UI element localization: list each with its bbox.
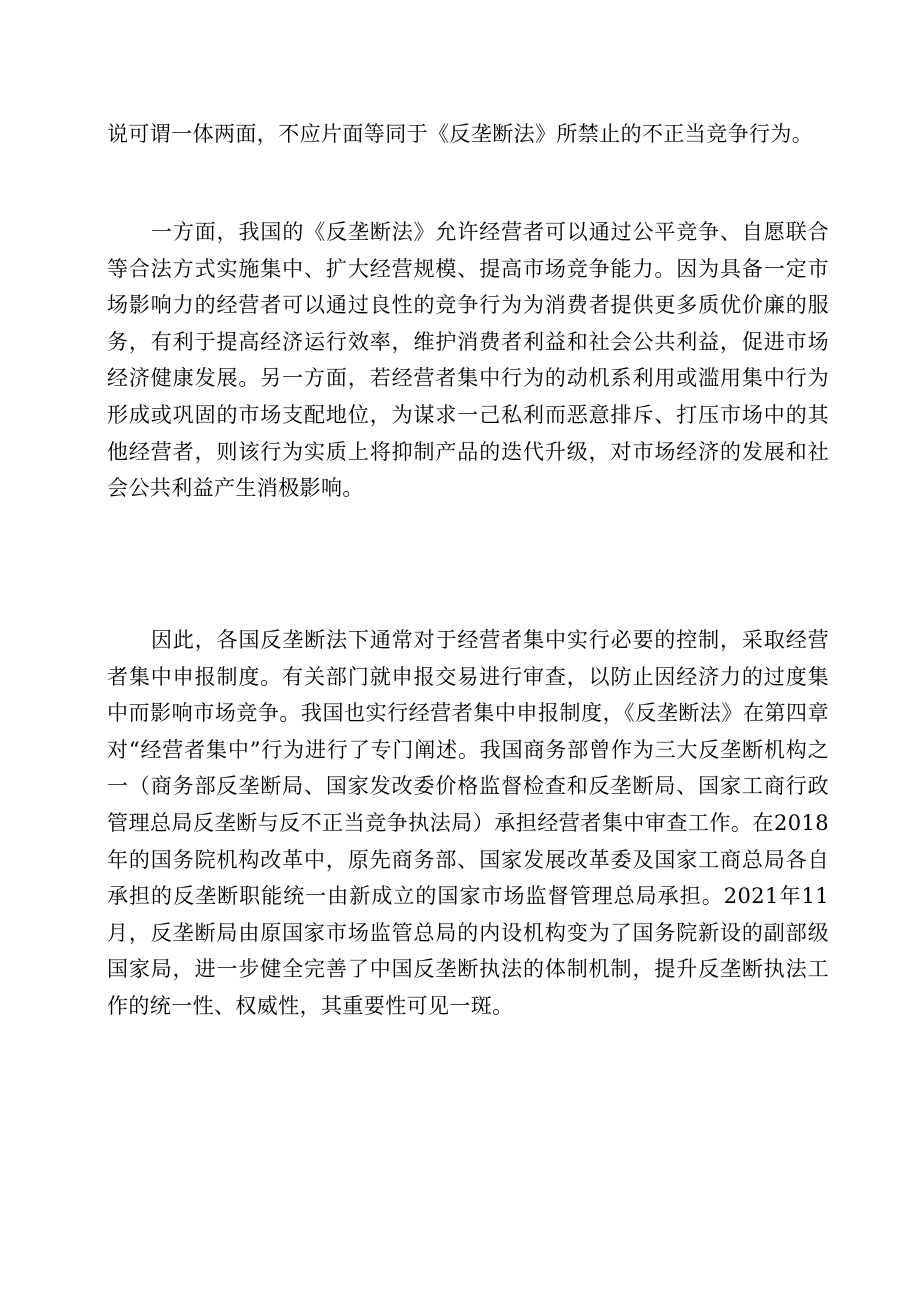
- paragraph-merger-review: 因此，各国反垄断法下通常对于经营者集中实行必要的控制，采取经营者集中申报制度。有关部门就申报交易进行审查，以防止因经济力的过度集中而影响市场竞争。我国也实行经营者集中申报制度，《反垄断法》在第四章对“经营者集中”行为进行了专门阐述。我国商务部曾作为三大反垄断机构之一（商务部反垄断局、国家发改委价格监督检查和反垄断局、国家工商行政管理总局反垄断与反不正当竞争执法局）承担经营者集中审查工作。在2018年的国务院机构改革中，原先商务部、国家发展改革委及国家工商总局各自承担的反垄断职能统一由新成立的国家市场监督管理总局承担。2021年11月，反垄断局由原国家市场监管总局的内设机构变为了国务院新设的副部级国家局，进一步健全完善了中国反垄断执法的体制机制，提升反垄断执法工作的统一性、权威性，其重要性可见一斑。: [107, 628, 829, 1018]
- paragraph-two-aspects: 一方面，我国的《反垄断法》允许经营者可以通过公平竞争、自愿联合等合法方式实施集中、扩大经营规模、提高市场竞争能力。因为具备一定市场影响力的经营者可以通过良性的竞争行为为消费者提供更多质优价廉的服务，有利于提高经济运行效率，维护消费者利益和社会公共利益，促进市场经济健康发展。另一方面，若经营者集中行为的动机系利用或滥用集中行为形成或巩固的市场支配地位，为谋求一己私利而恶意排斥、打压市场中的其他经营者，则该行为实质上将抑制产品的迭代升级，对市场经济的发展和社会公共利益产生消极影响。: [107, 220, 829, 501]
- paragraph-continuation: 说可谓一体两面，不应片面等同于《反垄断法》所禁止的不正当竞争行为。: [107, 122, 814, 146]
